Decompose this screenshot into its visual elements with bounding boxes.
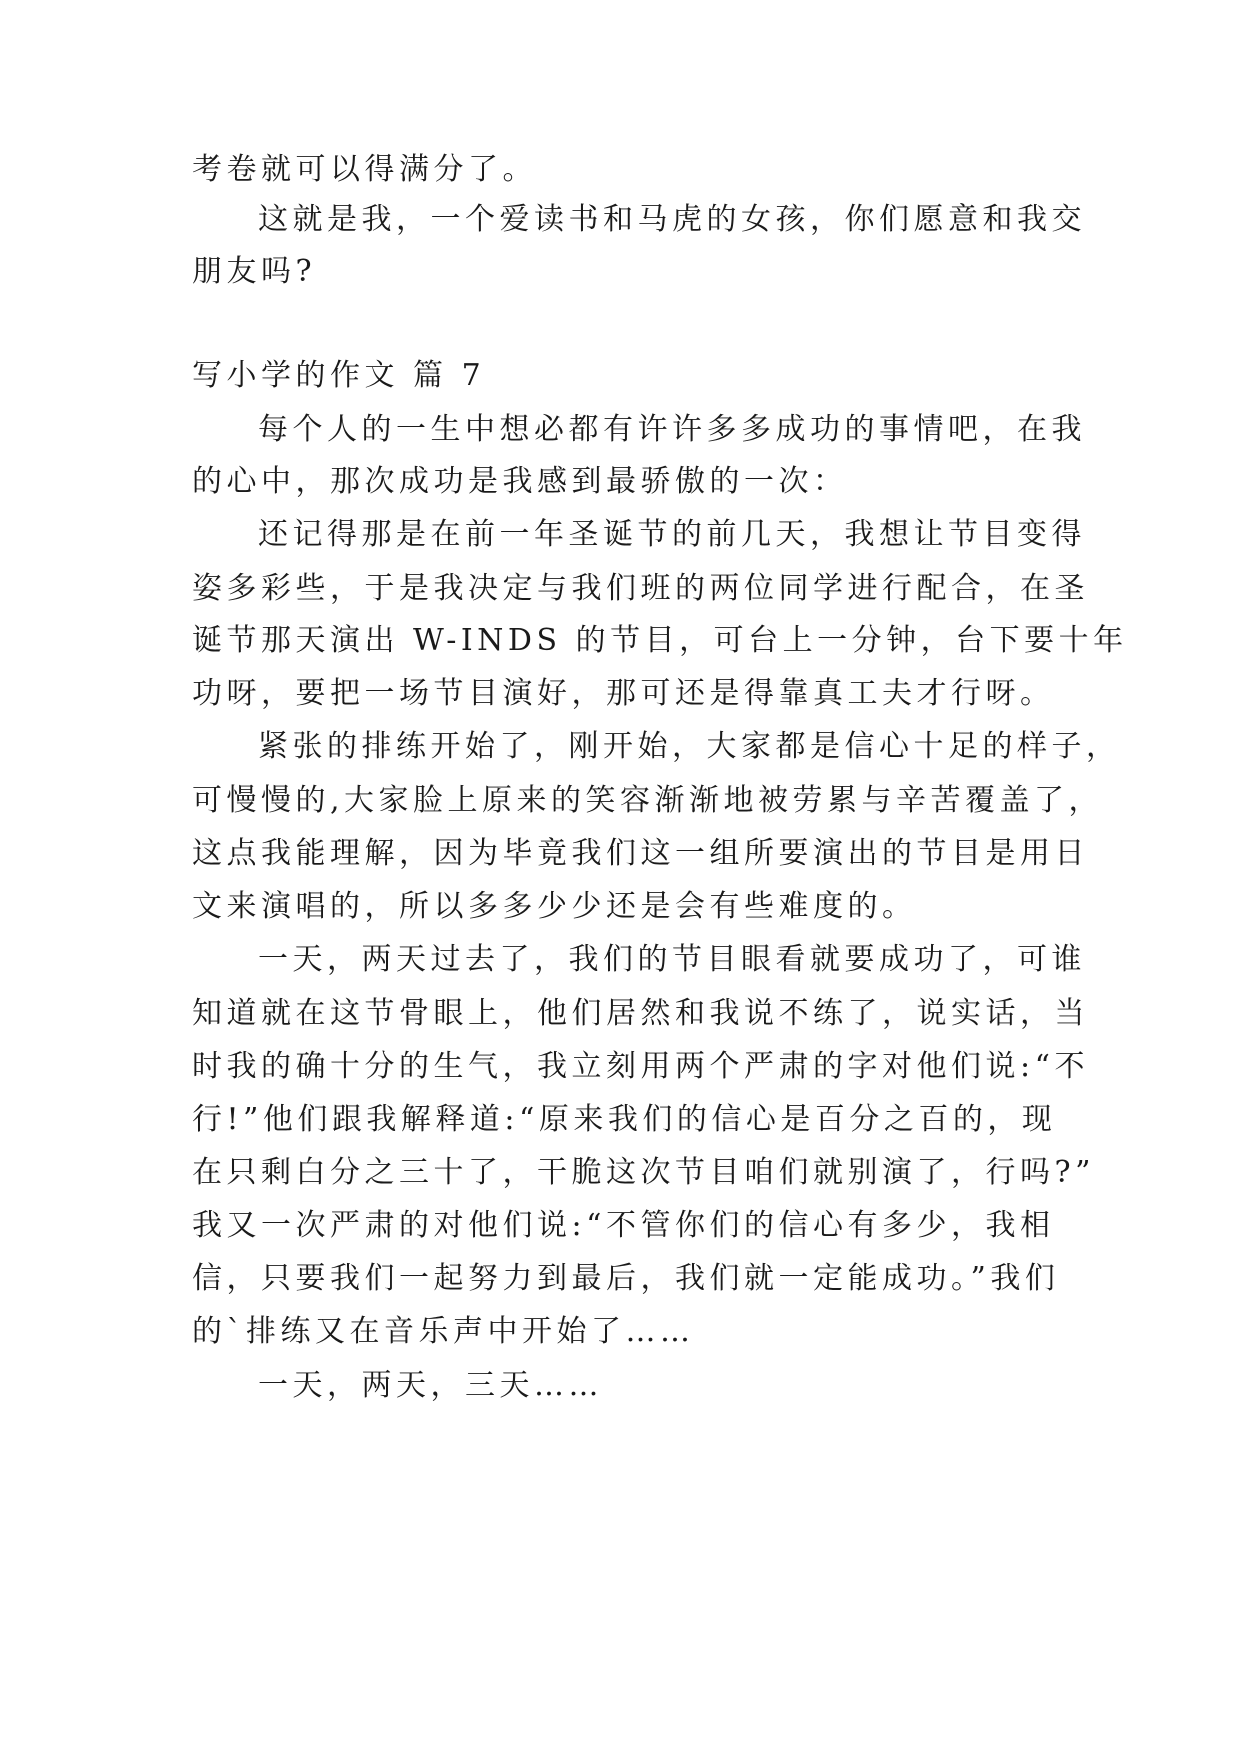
text-line: 姿多彩些，于是我决定与我们班的两位同学进行配合，在圣	[192, 571, 1089, 606]
text-line: 知道就在这节骨眼上，他们居然和我说不练了，说实话，当	[192, 996, 1089, 1031]
text-line: 功呀，要把一场节目演好，那可还是得靠真工夫才行呀。	[192, 676, 1055, 711]
text-line: 文来演唱的，所以多多少少还是会有些难度的。	[192, 889, 917, 924]
section-heading: 写小学的作文 篇 7	[192, 358, 486, 393]
text-line: 在只剩白分之三十了，干脆这次节目咱们就别演了，行吗?”	[192, 1155, 1095, 1190]
text-line: 考卷就可以得满分了。	[192, 152, 537, 187]
text-line: 这就是我，一个爱读书和马虎的女孩，你们愿意和我交	[258, 202, 1086, 237]
text-line: 还记得那是在前一年圣诞节的前几天，我想让节目变得	[258, 517, 1086, 552]
text-line: 的`排练又在音乐声中开始了……	[192, 1314, 695, 1349]
text-line: 行!”他们跟我解释道:“原来我们的信心是百分之百的，现	[192, 1102, 1057, 1137]
text-line: 的心中，那次成功是我感到最骄傲的一次：	[192, 464, 848, 499]
text-line: 可慢慢的,大家脸上原来的笑容渐渐地被劳累与辛苦覆盖了，	[192, 783, 1104, 818]
text-line: 紧张的排练开始了，刚开始，大家都是信心十足的样子，	[258, 729, 1121, 764]
text-line: 每个人的一生中想必都有许许多多成功的事情吧，在我	[258, 412, 1086, 447]
text-line: 一天，两天过去了，我们的节目眼看就要成功了，可谁	[258, 942, 1086, 977]
text-line: 信，只要我们一起努力到最后，我们就一定能成功。”我们	[192, 1261, 1060, 1296]
text-line: 朋友吗?	[192, 254, 317, 289]
text-line: 时我的确十分的生气，我立刻用两个严肃的字对他们说:“不	[192, 1049, 1089, 1084]
text-line: 我又一次严肃的对他们说:“不管你们的信心有多少，我相	[192, 1208, 1055, 1243]
text-line: 这点我能理解，因为毕竟我们这一组所要演出的节目是用日	[192, 836, 1089, 871]
text-line: 诞节那天演出 W-INDS 的节目，可台上一分钟，台下要十年	[192, 623, 1128, 658]
text-line: 一天，两天，三天……	[258, 1368, 603, 1403]
